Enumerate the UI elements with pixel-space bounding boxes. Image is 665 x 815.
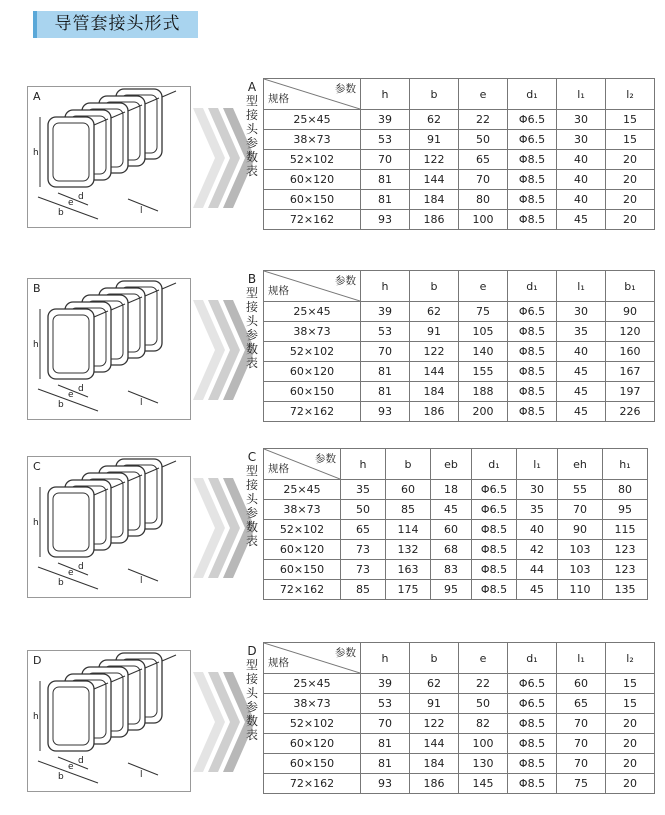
header-corner <box>264 643 361 674</box>
joint-section-c <box>0 448 665 608</box>
header-row <box>264 271 655 302</box>
value-cell: 65 <box>459 150 508 170</box>
table-row <box>264 580 648 600</box>
column-header: h₁ <box>603 449 648 480</box>
value-cell: 22 <box>459 110 508 130</box>
spec-table <box>263 642 655 794</box>
column-header: b <box>386 449 431 480</box>
diagram-letter: C <box>33 460 41 473</box>
svg-text:h: h <box>33 712 39 722</box>
svg-text:l: l <box>140 398 143 408</box>
table-row <box>264 714 655 734</box>
value-cell: 20 <box>606 210 655 230</box>
value-cell: 100 <box>459 734 508 754</box>
value-cell: 44 <box>517 560 558 580</box>
column-header: e <box>459 643 508 674</box>
corner-label-spec: 规格 <box>268 657 289 669</box>
value-cell: 40 <box>557 150 606 170</box>
value-cell: 62 <box>410 110 459 130</box>
value-cell: 40 <box>557 190 606 210</box>
value-cell: 70 <box>557 714 606 734</box>
value-cell: 53 <box>361 130 410 150</box>
column-header: b <box>410 79 459 110</box>
table-row <box>264 674 655 694</box>
value-cell: 200 <box>459 402 508 422</box>
value-cell: 184 <box>410 190 459 210</box>
column-header: eh <box>558 449 603 480</box>
value-cell: Φ8.5 <box>472 560 517 580</box>
column-header: e <box>459 271 508 302</box>
header-row <box>264 643 655 674</box>
value-cell: 114 <box>386 520 431 540</box>
spec-cell: 72×162 <box>264 580 341 600</box>
value-cell: 103 <box>558 540 603 560</box>
svg-text:d: d <box>78 562 84 572</box>
value-cell: 42 <box>517 540 558 560</box>
value-cell: 122 <box>410 150 459 170</box>
value-cell: 226 <box>606 402 655 422</box>
value-cell: 110 <box>558 580 603 600</box>
spec-cell: 38×73 <box>264 322 361 342</box>
value-cell: Φ8.5 <box>472 540 517 560</box>
svg-text:b: b <box>58 772 64 782</box>
column-header: eb <box>431 449 472 480</box>
column-header: b₁ <box>606 271 655 302</box>
value-cell: 55 <box>558 480 603 500</box>
table-row <box>264 362 655 382</box>
table-side-label: C型接头参数表 <box>245 450 258 548</box>
spec-cell: 52×102 <box>264 150 361 170</box>
value-cell: 91 <box>410 694 459 714</box>
svg-text:e: e <box>68 568 74 578</box>
table-row <box>264 402 655 422</box>
value-cell: 30 <box>517 480 558 500</box>
spec-cell: 60×120 <box>264 734 361 754</box>
table-row <box>264 774 655 794</box>
svg-text:d: d <box>78 192 84 202</box>
column-header: l₁ <box>557 643 606 674</box>
value-cell: 30 <box>557 302 606 322</box>
svg-text:h: h <box>33 148 39 158</box>
value-cell: 132 <box>386 540 431 560</box>
svg-text:e: e <box>68 762 74 772</box>
spec-cell: 25×45 <box>264 302 361 322</box>
value-cell: 186 <box>410 402 459 422</box>
value-cell: 105 <box>459 322 508 342</box>
spec-cell: 38×73 <box>264 500 341 520</box>
value-cell: 81 <box>361 170 410 190</box>
diagram-letter: B <box>33 282 41 295</box>
value-cell: 35 <box>341 480 386 500</box>
table-side-label: D型接头参数表 <box>245 644 258 742</box>
value-cell: 188 <box>459 382 508 402</box>
value-cell: 160 <box>606 342 655 362</box>
value-cell: 75 <box>557 774 606 794</box>
column-header: l₂ <box>606 79 655 110</box>
value-cell: 39 <box>361 674 410 694</box>
svg-text:b: b <box>58 208 64 218</box>
joint-diagram <box>27 650 191 792</box>
value-cell: 53 <box>361 322 410 342</box>
value-cell: Φ6.5 <box>508 674 557 694</box>
value-cell: 39 <box>361 302 410 322</box>
table-row <box>264 754 655 774</box>
value-cell: 20 <box>606 150 655 170</box>
value-cell: 18 <box>431 480 472 500</box>
value-cell: Φ6.5 <box>472 500 517 520</box>
header-row <box>264 449 648 480</box>
table-row <box>264 150 655 170</box>
column-header: e <box>459 79 508 110</box>
value-cell: 60 <box>386 480 431 500</box>
spec-cell: 52×102 <box>264 714 361 734</box>
value-cell: 85 <box>386 500 431 520</box>
value-cell: 91 <box>410 130 459 150</box>
value-cell: 20 <box>606 714 655 734</box>
spec-cell: 25×45 <box>264 110 361 130</box>
column-header: h <box>361 271 410 302</box>
value-cell: 85 <box>341 580 386 600</box>
value-cell: 82 <box>459 714 508 734</box>
table-row <box>264 520 648 540</box>
table-row <box>264 110 655 130</box>
spec-cell: 72×162 <box>264 402 361 422</box>
value-cell: 93 <box>361 402 410 422</box>
value-cell: 40 <box>557 170 606 190</box>
column-header: l₁ <box>517 449 558 480</box>
value-cell: Φ8.5 <box>508 210 557 230</box>
value-cell: Φ8.5 <box>508 190 557 210</box>
value-cell: 45 <box>431 500 472 520</box>
corner-label-spec: 规格 <box>268 463 289 475</box>
value-cell: 20 <box>606 754 655 774</box>
value-cell: 80 <box>603 480 648 500</box>
spec-table <box>263 270 655 422</box>
table-row <box>264 342 655 362</box>
value-cell: 91 <box>410 322 459 342</box>
value-cell: 70 <box>361 150 410 170</box>
value-cell: Φ8.5 <box>472 580 517 600</box>
value-cell: 167 <box>606 362 655 382</box>
value-cell: 45 <box>557 402 606 422</box>
svg-text:h: h <box>33 340 39 350</box>
value-cell: 45 <box>557 362 606 382</box>
header-corner <box>264 449 341 480</box>
value-cell: 140 <box>459 342 508 362</box>
value-cell: 15 <box>606 110 655 130</box>
value-cell: 81 <box>361 754 410 774</box>
joint-drawing-icon <box>28 87 190 227</box>
table-row <box>264 500 648 520</box>
table-row <box>264 130 655 150</box>
value-cell: 65 <box>557 694 606 714</box>
value-cell: 70 <box>459 170 508 190</box>
table-row <box>264 540 648 560</box>
value-cell: 175 <box>386 580 431 600</box>
svg-text:d: d <box>78 384 84 394</box>
value-cell: 60 <box>431 520 472 540</box>
value-cell: 144 <box>410 362 459 382</box>
table-side-label: B型接头参数表 <box>245 272 258 370</box>
value-cell: 186 <box>410 210 459 230</box>
spec-cell: 60×150 <box>264 754 361 774</box>
spec-cell: 60×150 <box>264 190 361 210</box>
value-cell: 73 <box>341 540 386 560</box>
value-cell: 90 <box>606 302 655 322</box>
value-cell: 163 <box>386 560 431 580</box>
spec-table <box>263 78 655 230</box>
value-cell: Φ8.5 <box>508 170 557 190</box>
value-cell: 144 <box>410 734 459 754</box>
value-cell: 40 <box>517 520 558 540</box>
table-row <box>264 322 655 342</box>
column-header: d₁ <box>508 643 557 674</box>
value-cell: Φ8.5 <box>508 150 557 170</box>
joint-drawing-icon <box>28 279 190 419</box>
spec-cell: 25×45 <box>264 480 341 500</box>
joint-section-d <box>0 642 665 802</box>
value-cell: 123 <box>603 540 648 560</box>
spec-cell: 72×162 <box>264 210 361 230</box>
table-row <box>264 694 655 714</box>
spec-cell: 38×73 <box>264 130 361 150</box>
spec-cell: 60×150 <box>264 382 361 402</box>
value-cell: 80 <box>459 190 508 210</box>
value-cell: 73 <box>341 560 386 580</box>
table-row <box>264 480 648 500</box>
value-cell: 81 <box>361 382 410 402</box>
column-header: h <box>341 449 386 480</box>
joint-diagram <box>27 86 191 228</box>
value-cell: 15 <box>606 674 655 694</box>
header-row <box>264 79 655 110</box>
value-cell: 81 <box>361 734 410 754</box>
value-cell: Φ6.5 <box>508 302 557 322</box>
column-header: l₁ <box>557 79 606 110</box>
value-cell: 20 <box>606 170 655 190</box>
column-header: d₁ <box>472 449 517 480</box>
value-cell: 62 <box>410 302 459 322</box>
table-row <box>264 560 648 580</box>
spec-cell: 25×45 <box>264 674 361 694</box>
table-side-label: A型接头参数表 <box>245 80 258 178</box>
value-cell: 30 <box>557 130 606 150</box>
value-cell: 122 <box>410 714 459 734</box>
spec-cell: 60×120 <box>264 170 361 190</box>
value-cell: 81 <box>361 190 410 210</box>
value-cell: 93 <box>361 210 410 230</box>
value-cell: 68 <box>431 540 472 560</box>
value-cell: Φ8.5 <box>508 342 557 362</box>
value-cell: 50 <box>341 500 386 520</box>
value-cell: 90 <box>558 520 603 540</box>
value-cell: 145 <box>459 774 508 794</box>
value-cell: 95 <box>603 500 648 520</box>
value-cell: 50 <box>459 694 508 714</box>
value-cell: 35 <box>517 500 558 520</box>
value-cell: Φ8.5 <box>508 714 557 734</box>
spec-cell: 60×120 <box>264 362 361 382</box>
spec-cell: 38×73 <box>264 694 361 714</box>
value-cell: 15 <box>606 130 655 150</box>
value-cell: 70 <box>557 734 606 754</box>
value-cell: 70 <box>558 500 603 520</box>
table-row <box>264 382 655 402</box>
value-cell: 30 <box>557 110 606 130</box>
value-cell: Φ8.5 <box>508 382 557 402</box>
table-row <box>264 190 655 210</box>
joint-drawing-icon <box>28 651 190 791</box>
joint-diagram <box>27 278 191 420</box>
diagram-letter: D <box>33 654 42 667</box>
value-cell: 20 <box>606 734 655 754</box>
page-title: 导管套接头形式 <box>33 11 198 38</box>
value-cell: 93 <box>361 774 410 794</box>
value-cell: 184 <box>410 754 459 774</box>
value-cell: 70 <box>361 342 410 362</box>
value-cell: Φ6.5 <box>508 694 557 714</box>
value-cell: 115 <box>603 520 648 540</box>
svg-text:e: e <box>68 198 74 208</box>
corner-label-spec: 规格 <box>268 285 289 297</box>
column-header: h <box>361 79 410 110</box>
corner-label-spec: 规格 <box>268 93 289 105</box>
joint-section-a <box>0 78 665 238</box>
corner-label-params: 参数 <box>335 83 356 95</box>
value-cell: 122 <box>410 342 459 362</box>
value-cell: 144 <box>410 170 459 190</box>
value-cell: Φ8.5 <box>472 520 517 540</box>
column-header: h <box>361 643 410 674</box>
column-header: d₁ <box>508 271 557 302</box>
svg-text:b: b <box>58 578 64 588</box>
value-cell: 123 <box>603 560 648 580</box>
value-cell: 35 <box>557 322 606 342</box>
value-cell: 65 <box>341 520 386 540</box>
value-cell: 184 <box>410 382 459 402</box>
corner-label-params: 参数 <box>335 647 356 659</box>
spec-cell: 60×120 <box>264 540 341 560</box>
value-cell: 22 <box>459 674 508 694</box>
value-cell: 130 <box>459 754 508 774</box>
spec-cell: 72×162 <box>264 774 361 794</box>
table-row <box>264 734 655 754</box>
joint-section-b <box>0 270 665 430</box>
svg-text:e: e <box>68 390 74 400</box>
value-cell: 45 <box>557 210 606 230</box>
value-cell: 20 <box>606 190 655 210</box>
value-cell: 135 <box>603 580 648 600</box>
value-cell: 75 <box>459 302 508 322</box>
value-cell: Φ6.5 <box>508 130 557 150</box>
value-cell: Φ8.5 <box>508 402 557 422</box>
value-cell: 95 <box>431 580 472 600</box>
value-cell: 83 <box>431 560 472 580</box>
value-cell: Φ8.5 <box>508 774 557 794</box>
value-cell: 155 <box>459 362 508 382</box>
spec-table <box>263 448 648 600</box>
value-cell: 103 <box>558 560 603 580</box>
value-cell: 45 <box>557 382 606 402</box>
value-cell: 39 <box>361 110 410 130</box>
value-cell: 20 <box>606 774 655 794</box>
svg-text:l: l <box>140 206 143 216</box>
value-cell: 186 <box>410 774 459 794</box>
value-cell: 60 <box>557 674 606 694</box>
column-header: b <box>410 643 459 674</box>
header-corner <box>264 79 361 110</box>
column-header: l₁ <box>557 271 606 302</box>
value-cell: 40 <box>557 342 606 362</box>
value-cell: 53 <box>361 694 410 714</box>
value-cell: 120 <box>606 322 655 342</box>
value-cell: 45 <box>517 580 558 600</box>
spec-cell: 52×102 <box>264 520 341 540</box>
value-cell: Φ8.5 <box>508 362 557 382</box>
table-row <box>264 170 655 190</box>
value-cell: 15 <box>606 694 655 714</box>
column-header: d₁ <box>508 79 557 110</box>
value-cell: 81 <box>361 362 410 382</box>
table-row <box>264 302 655 322</box>
svg-text:b: b <box>58 400 64 410</box>
value-cell: 197 <box>606 382 655 402</box>
corner-label-params: 参数 <box>335 275 356 287</box>
corner-label-params: 参数 <box>315 453 336 465</box>
spec-cell: 52×102 <box>264 342 361 362</box>
value-cell: Φ8.5 <box>508 322 557 342</box>
value-cell: Φ8.5 <box>508 734 557 754</box>
column-header: b <box>410 271 459 302</box>
spec-cell: 60×150 <box>264 560 341 580</box>
table-row <box>264 210 655 230</box>
value-cell: Φ6.5 <box>508 110 557 130</box>
column-header: l₂ <box>606 643 655 674</box>
value-cell: 62 <box>410 674 459 694</box>
svg-text:h: h <box>33 518 39 528</box>
joint-drawing-icon <box>28 457 190 597</box>
value-cell: 70 <box>361 714 410 734</box>
value-cell: 100 <box>459 210 508 230</box>
header-corner <box>264 271 361 302</box>
value-cell: Φ6.5 <box>472 480 517 500</box>
value-cell: Φ8.5 <box>508 754 557 774</box>
value-cell: 50 <box>459 130 508 150</box>
diagram-letter: A <box>33 90 41 103</box>
svg-text:d: d <box>78 756 84 766</box>
value-cell: 70 <box>557 754 606 774</box>
svg-text:l: l <box>140 576 143 586</box>
joint-diagram <box>27 456 191 598</box>
svg-text:l: l <box>140 770 143 780</box>
